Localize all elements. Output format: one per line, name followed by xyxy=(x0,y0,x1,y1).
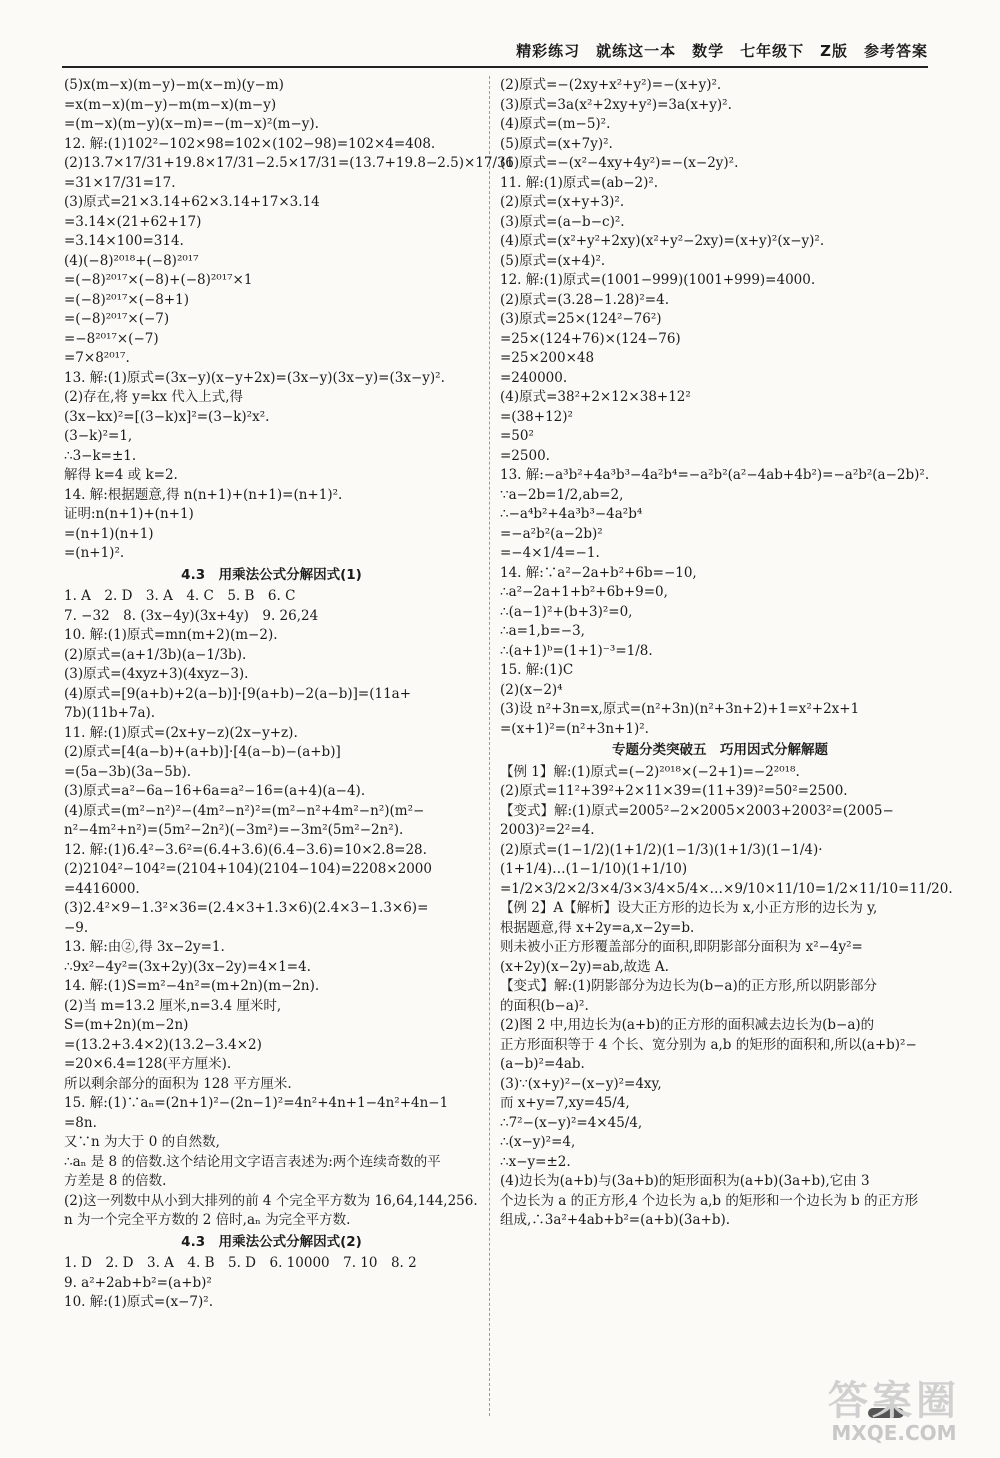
answer-line: 的面积(b−a)². xyxy=(500,997,589,1014)
answer-line: S=(m+2n)(m−2n) xyxy=(64,1017,189,1033)
answer-line: 14. 解:根据题意,得 n(n+1)+(n+1)=(n+1)². xyxy=(64,486,343,503)
answer-line: (3)原式=a²−6a−16+6a=a²−16=(a+4)(a−4). xyxy=(64,783,366,799)
answer-line: 14. 解:(1)S=m²−4n²=(m+2n)(m−2n). xyxy=(64,978,320,994)
answer-line: (3)2.4²×9−1.3²×36=(2.4×3+1.3×6)(2.4×3−1.3×6)= xyxy=(64,900,429,916)
answer-line: (3)原式=(4xyz+3)(4xyz−3). xyxy=(64,666,249,682)
answer-line: 12. 解:(1)6.4²−3.6²=(6.4+3.6)(6.4−3.6)=10×2.8=28. xyxy=(64,841,427,858)
answer-line: ∴(x−y)²=4, xyxy=(500,1134,576,1150)
answer-line: ∴(a−1)²+(b+3)²=0, xyxy=(500,603,633,620)
answer-line: 【变式】解:(1)原式=2005²−2×2005×2003+2003²=(2005− xyxy=(500,802,894,819)
answer-line: 所以剩余部分的面积为 128 平方厘米. xyxy=(64,1075,292,1092)
answer-line: 2003)²=2²=4. xyxy=(500,822,595,838)
answer-line: =3.14×(21+62+17) xyxy=(64,213,202,230)
answer-line: 解得 k=4 或 k=2. xyxy=(64,467,178,483)
answer-line: (3)设 n²+3n=x,原式=(n²+3n)(n²+3n+2)+1=x²+2x+1 xyxy=(500,701,860,717)
answer-line: =(m−x)(m−y)(x−m)=−(m−x)²(m−y). xyxy=(64,116,319,132)
watermark-logo: 答案圈 xyxy=(828,1378,960,1424)
answer-line: 10. 解:(1)原式=(x−7)². xyxy=(64,1294,213,1310)
answer-line: ∵a−2b=1/2,ab=2, xyxy=(500,486,624,503)
answer-line: 9. a²+2ab+b²=(a+b)² xyxy=(64,1274,212,1291)
answer-line: n 为一个完全平方数的 2 倍时,aₙ 为完全平方数. xyxy=(64,1212,351,1228)
answer-line: =8n. xyxy=(64,1114,97,1131)
answer-line: ∴x−y=±2. xyxy=(500,1153,571,1170)
answer-line: ∴(a+1)ᵇ=(1+1)⁻³=1/8. xyxy=(500,642,653,659)
answer-line: (2)图 2 中,用边长为(a+b)的正方形的面积减去边长为(b−a)的 xyxy=(500,1017,875,1033)
answer-line: (1+1/4)…(1−1/10)(1+1/10) xyxy=(500,861,688,877)
answer-line: (4)(−8)²⁰¹⁸+(−8)²⁰¹⁷ xyxy=(64,252,199,269)
answer-line: 【例 2】A【解析】设大正方形的边长为 x,小正方形的边长为 y, xyxy=(500,900,878,916)
answer-line: 14. 解:∵a²−2a+b²+6b=−10, xyxy=(500,564,697,581)
answer-line: (2)存在,将 y=kx 代入上式,得 xyxy=(64,389,244,405)
answer-line: 10. 解:(1)原式=mn(m+2)(m−2). xyxy=(64,627,278,643)
answer-line: (3)原式=25×(124²−76²) xyxy=(500,311,662,327)
answer-line: (2)当 m=13.2 厘米,n=3.4 厘米时, xyxy=(64,997,282,1014)
watermark xyxy=(828,1380,960,1444)
answer-line: 15. 解:(1)C xyxy=(500,662,574,678)
answer-line: (2)2104²−104²=(2104+104)(2104−104)=2208×2000 xyxy=(64,861,432,877)
answer-line: (3)原式=21×3.14+62×3.14+17×3.14 xyxy=(64,194,320,210)
answer-line: ∴aₙ 是 8 的倍数.这个结论用文字语言表述为:两个连续奇数的平 xyxy=(64,1153,441,1170)
answer-line: =240000. xyxy=(500,369,568,386)
answer-line: ∴a=1,b=−3, xyxy=(500,623,585,639)
answer-line: (6)原式=−(x²−4xy+4y²)=−(x−2y)². xyxy=(500,155,739,171)
answer-line: 4.3 用乘法公式分解因式(2) xyxy=(181,1233,362,1250)
answer-line: =(−8)²⁰¹⁷×(−8)+(−8)²⁰¹⁷×1 xyxy=(64,272,253,288)
answer-line: =(−8)²⁰¹⁷×(−7) xyxy=(64,311,170,327)
answer-line: ∴3−k=±1. xyxy=(64,447,137,464)
answer-line: 则未被小正方形覆盖部分的面积,即阴影部分面积为 x²−4y²= xyxy=(500,939,863,955)
answer-line: (4)原式=(x²+y²+2xy)(x²+y²−2xy)=(x+y)²(x−y)². xyxy=(500,233,825,249)
answer-line: (2)原式=(x+y+3)². xyxy=(500,194,625,210)
answer-line: −9. xyxy=(64,919,89,936)
answer-line: =(x+1)²=(n²+3n+1)². xyxy=(500,720,649,737)
answer-line: ∴7²−(x−y)²=4×45/4, xyxy=(500,1114,643,1131)
answer-line: =−a²b²(a−2b)² xyxy=(500,525,603,542)
answer-line: (2)原式=(3.28−1.28)²=4. xyxy=(500,291,670,308)
header-rule xyxy=(62,66,928,68)
answer-line: (5)原式=(x+7y)². xyxy=(500,135,613,152)
answer-line: 【例 1】解:(1)原式=(−2)²⁰¹⁸×(−2+1)=−2²⁰¹⁸. xyxy=(500,763,800,780)
answer-line: 而 x+y=7,xy=45/4, xyxy=(500,1095,630,1111)
answer-line: (4)原式=(m−5)². xyxy=(500,116,611,132)
answer-line: =(n+1)². xyxy=(64,545,125,561)
answer-line: 正方形面积等于 4 个长、宽分别为 a,b 的矩形的面积和,所以(a+b)²− xyxy=(500,1036,917,1053)
answer-line: ∴a²−2a+1+b²+6b+9=0, xyxy=(500,584,668,600)
column-divider xyxy=(489,76,490,1416)
answer-line: =50² xyxy=(500,428,534,444)
answer-line: 11. 解:(1)原式=(2x+y−z)(2x−y+z). xyxy=(64,724,298,741)
answer-line: 个边长为 a 的正方形,4 个边长为 a,b 的矩形和一个边长为 b 的正方形 xyxy=(500,1192,919,1209)
answer-line: 方差是 8 的倍数. xyxy=(64,1173,167,1189)
answer-line: 根据题意,得 x+2y=a,x−2y=b. xyxy=(500,919,695,936)
answer-line: (2)原式=−(2xy+x²+y²)=−(x+y)². xyxy=(500,77,722,93)
answer-line: (a−b)²=4ab. xyxy=(500,1056,585,1072)
answer-line: (3)原式=3a(x²+2xy+y²)=3a(x+y)². xyxy=(500,96,732,113)
answer-line: =(5a−3b)(3a−5b). xyxy=(64,763,192,780)
answer-line: =4416000. xyxy=(64,880,140,897)
answer-line: =25×(124+76)×(124−76) xyxy=(500,330,681,347)
answer-line: (3)原式=(a−b−c)². xyxy=(500,213,625,230)
answer-line: 13. 解:由②,得 3x−2y=1. xyxy=(64,939,225,955)
answer-line: =1/2×3/2×2/3×4/3×3/4×5/4×…×9/10×11/10=1/2×11/10=11/20. xyxy=(500,880,953,897)
answer-line: 1. D 2. D 3. A 4. B 5. D 6. 10000 7. 10 8. 2 xyxy=(64,1255,417,1271)
answer-line: (5)x(m−x)(m−y)−m(x−m)(y−m) xyxy=(64,77,284,93)
answer-line: 11. 解:(1)原式=(ab−2)². xyxy=(500,174,659,191)
answer-line: (2)原式=(1−1/2)(1+1/2)(1−1/3)(1+1/3)(1−1/4)· xyxy=(500,841,823,858)
answer-line: 又∵n 为大于 0 的自然数, xyxy=(64,1134,220,1150)
answer-line: =25×200×48 xyxy=(500,350,595,366)
answer-line: (2)原式=[4(a−b)+(a+b)]·[4(a−b)−(a+b)] xyxy=(64,744,341,760)
answer-line: (2)这一列数中从小到大排列的前 4 个完全平方数为 16,64,144,256. xyxy=(64,1192,478,1209)
answer-line: 专题分类突破五 巧用因式分解解题 xyxy=(612,742,828,758)
answer-line: (2)13.7×17/31+19.8×17/31−2.5×17/31=(13.7+19.8−2.5)×17/31 xyxy=(64,155,515,171)
answer-line: 组成,∴3a²+4ab+b²=(a+b)(3a+b). xyxy=(500,1212,731,1228)
answer-line: 1. A 2. D 3. A 4. C 5. B 6. C xyxy=(64,588,296,604)
answer-line: =3.14×100=314. xyxy=(64,233,184,249)
answer-line: =20×6.4=128(平方厘米). xyxy=(64,1056,232,1072)
answer-line: 13. 解:−a³b²+4a³b³−4a²b⁴=−a²b²(a²−4ab+4b²)=−a²b²(a−2b)². xyxy=(500,467,930,483)
answer-line: =(13.2+3.4×2)(13.2−3.4×2) xyxy=(64,1036,262,1053)
answer-line: (2)原式=11²+39²+2×11×39=(11+39)²=50²=2500. xyxy=(500,783,848,799)
answer-line: =(38+12)² xyxy=(500,408,573,425)
answer-line: ∴9x²−4y²=(3x+2y)(3x−2y)=4×1=4. xyxy=(64,958,311,975)
answer-line: ∴−a⁴b²+4a³b³−4a²b⁴ xyxy=(500,506,643,522)
right-column xyxy=(500,76,953,1231)
answer-line: =−4×1/4=−1. xyxy=(500,545,600,561)
answer-line: (5)原式=(x+4)². xyxy=(500,252,606,269)
answer-line: 12. 解:(1)原式=(1001−999)(1001+999)=4000. xyxy=(500,272,816,288)
answer-line: (3)∵(x+y)²−(x−y)²=4xy, xyxy=(500,1075,662,1092)
answer-line: =2500. xyxy=(500,447,550,464)
answer-line: 13. 解:(1)原式=(3x−y)(x−y+2x)=(3x−y)(3x−y)=(3x−y)². xyxy=(64,369,445,386)
answer-line: 15. 解:(1)∵aₙ=(2n+1)²−(2n−1)²=4n²+4n+1−4n²+4n−1 xyxy=(64,1095,449,1111)
answer-line: =−8²⁰¹⁷×(−7) xyxy=(64,330,159,347)
watermark-url: MXQE.COM xyxy=(831,1421,957,1445)
answer-line: =x(m−x)(m−y)−m(m−x)(m−y) xyxy=(64,96,277,113)
answer-line: (x+2y)(x−2y)=ab,故选 A. xyxy=(500,958,669,975)
answer-line: 12. 解:(1)102²−102×98=102×(102−98)=102×4=408. xyxy=(64,135,436,152)
answer-line: 7. −32 8. (3x−4y)(3x+4y) 9. 26,24 xyxy=(64,607,319,624)
answer-line: (4)原式=[9(a+b)+2(a−b)]·[9(a+b)−2(a−b)]=(11a+ xyxy=(64,685,412,702)
answer-line: n²−4m²+n²)=(5m²−2n²)(−3m²)=−3m²(5m²−2n²). xyxy=(64,822,404,838)
answer-line: (2)(x−2)⁴ xyxy=(500,681,563,698)
answer-line: (3x−kx)²=[(3−k)x]²=(3−k)²x². xyxy=(64,408,270,425)
answer-line: (3−k)²=1, xyxy=(64,428,133,444)
answer-line: 证明:n(n+1)+(n+1) xyxy=(64,506,194,522)
answer-line: =(−8)²⁰¹⁷×(−8+1) xyxy=(64,291,190,308)
answer-line: (4)原式=38²+2×12×38+12² xyxy=(500,389,691,405)
answer-line: (4)原式=(m²−n²)²−(4m²−n²)²=(m²−n²+4m²−n²)(m²− xyxy=(64,802,425,819)
page-header: 精彩练习 就练这一本 数学 七年级下 Z版 参考答案 xyxy=(516,42,928,60)
answer-line: =31×17/31=17. xyxy=(64,174,176,191)
answer-line: (4)边长为(a+b)与(3a+b)的矩形面积为(a+b)(3a+b),它由 3 xyxy=(500,1173,870,1189)
answer-line: =(n+1)(n+1) xyxy=(64,525,154,542)
answer-line: (2)原式=(a+1/3b)(a−1/3b). xyxy=(64,646,247,663)
answer-line: 4.3 用乘法公式分解因式(1) xyxy=(181,566,362,583)
answer-line: 【变式】解:(1)阴影部分为边长为(b−a)的正方形,所以阴影部分 xyxy=(500,978,877,994)
answer-line: =7×8²⁰¹⁷. xyxy=(64,350,130,366)
left-column xyxy=(64,76,515,1313)
answer-line: 7b)(11b+7a). xyxy=(64,705,156,721)
